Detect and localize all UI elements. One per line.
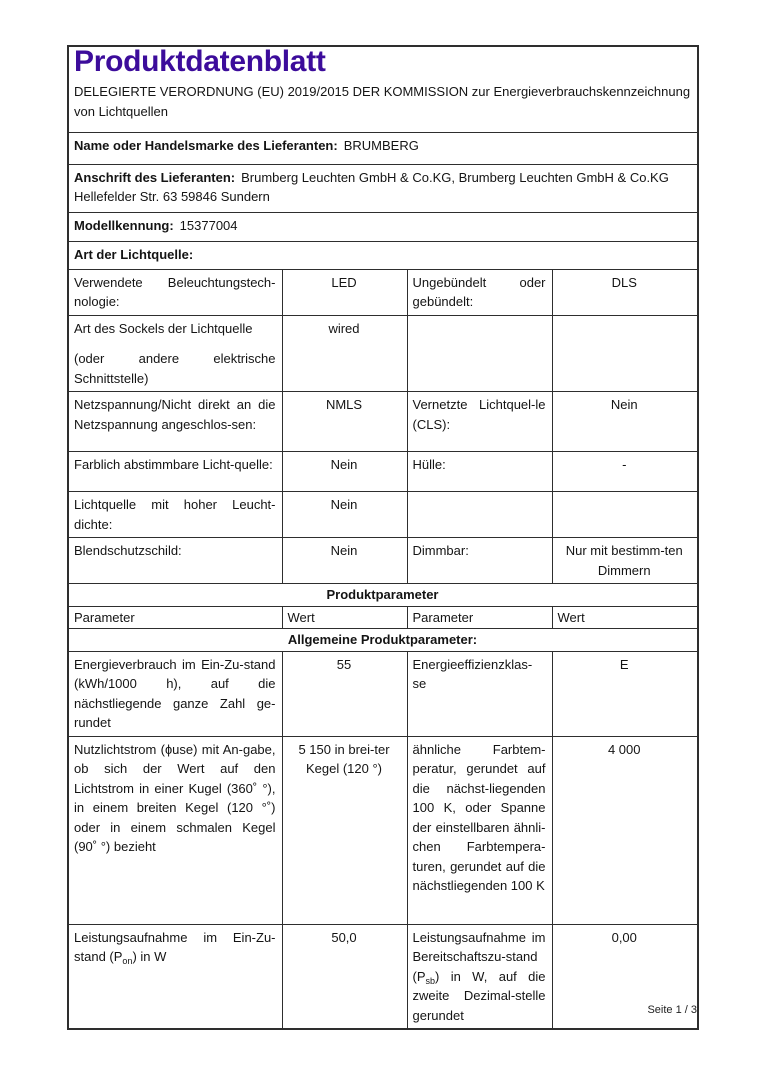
col-header-wert-1: Wert	[282, 606, 407, 629]
param-dimmable: Dimmbar:	[407, 538, 552, 584]
table-row	[68, 315, 698, 392]
param-socket	[68, 315, 282, 392]
col-header-wert-2: Wert	[552, 606, 698, 629]
param-empty	[407, 492, 552, 538]
value-energy-class: E	[552, 651, 698, 736]
value-mains: NMLS	[282, 392, 407, 452]
value-on-mode-power: 50,0	[282, 924, 407, 1029]
value-beam: DLS	[552, 269, 698, 315]
param-mains: Netzspannung/Nicht direkt an die Netzspannung angeschlos-sen:	[68, 392, 282, 452]
value-empty	[552, 315, 698, 392]
col-header-parameter-2: Parameter	[407, 606, 552, 629]
param-cls: Vernetzte Lichtquel-le (CLS):	[407, 392, 552, 452]
value-technology: LED	[282, 269, 407, 315]
table-row	[68, 651, 698, 736]
value-energy-consumption: 55	[282, 651, 407, 736]
subscript-on: on	[122, 956, 133, 966]
table-row	[68, 538, 698, 584]
param-colour-tunable: Farblich abstimmbare Licht-quelle:	[68, 452, 282, 492]
param-socket-line1: Art des Sockels der Lichtquelle	[74, 320, 253, 336]
model-id-value: 15377004	[179, 217, 238, 233]
table-row	[68, 452, 698, 492]
supplier-name-label: Name oder Handelsmarke des Lieferanten:	[74, 137, 338, 153]
subscript-sb: sb	[425, 975, 436, 986]
supplier-name-value: BRUMBERG	[343, 137, 419, 153]
column-header-row	[68, 606, 698, 629]
datasheet	[67, 45, 697, 1030]
param-anti-glare: Blendschutzschild:	[68, 538, 282, 584]
value-colour-temperature: 4 000	[552, 736, 698, 924]
param-beam: Ungebündelt oder gebündelt:	[407, 269, 552, 315]
section-product-parameters: Produktparameter	[68, 584, 698, 607]
param-useful-luminous-flux: Nutzlichtstrom (ɸuse) mit An-gabe, ob sich der Wert auf den Lichtstrom in einer Kugel (360˚ °), in einem breiten Kegel (120 °˚) oder in einem schmalen Kegel (90˚ °) bezieht	[68, 736, 282, 924]
value-anti-glare: Nein	[282, 538, 407, 584]
value-high-luminance: Nein	[282, 492, 407, 538]
value-colour-tunable: Nein	[282, 452, 407, 492]
regulation-subtitle: DELEGIERTE VERORDNUNG (EU) 2019/2015 DER KOMMISSION zur Energieverbrauchskennzeichnung von Lichtquellen	[74, 83, 691, 119]
title-block	[68, 46, 698, 132]
section-light-source-type: Art der Lichtquelle:	[68, 241, 698, 269]
value-cls: Nein	[552, 392, 698, 452]
param-standby-power-unit: ) in W, auf die zweite Dezimal-stelle gerundet	[412, 968, 546, 1023]
value-dimmable: Nur mit bestimm-ten Dimmern	[552, 538, 698, 584]
table-row	[68, 269, 698, 315]
table-row	[68, 392, 698, 452]
page-title: Produktdatenblatt	[74, 45, 326, 78]
page-number: Seite 1 / 3	[647, 1004, 697, 1016]
param-high-luminance: Lichtquelle mit hoher Leucht-dichte:	[68, 492, 282, 538]
value-standby-power: 0,00	[552, 924, 698, 1029]
param-on-mode-power-text: Leistungsaufnahme im Ein-Zu-stand (P	[74, 929, 276, 964]
table-row	[68, 736, 698, 924]
supplier-address-value: Brumberg Leuchten GmbH & Co.KG, Brumberg Leuchten GmbH & Co.KG Hellefelder Str. 63 59846 Sundern	[74, 169, 669, 204]
model-id-row	[68, 212, 698, 241]
param-colour-temperature: ähnliche Farbtem-peratur, gerundet auf die nächst-liegenden 100 K, oder Spanne der einstellbaren ähnli-chen Farbtempera-turen, gerundet auf die nächstliegenden 100 K	[407, 736, 552, 924]
param-on-mode-power-unit: ) in W	[132, 949, 167, 964]
datasheet-table	[67, 45, 699, 1030]
param-energy-consumption: Energieverbrauch im Ein-Zu-stand (kWh/1000 h), auf die nächstliegende ganze Zahl ge-rundet	[68, 651, 282, 736]
param-envelope: Hülle:	[407, 452, 552, 492]
param-empty	[407, 315, 552, 392]
value-useful-luminous-flux: 5 150 in brei-ter Kegel (120 °)	[282, 736, 407, 924]
param-technology: Verwendete Beleuchtungstech-nologie:	[68, 269, 282, 315]
value-socket: wired	[282, 315, 407, 392]
param-energy-class: Energieeffizienzklas-se	[407, 651, 552, 736]
supplier-address-label: Anschrift des Lieferanten:	[74, 169, 236, 185]
supplier-address-row	[68, 164, 698, 212]
col-header-parameter-1: Parameter	[68, 606, 282, 629]
supplier-name-row	[68, 132, 698, 164]
subsection-general-parameters: Allgemeine Produktparameter:	[68, 629, 698, 652]
table-row	[68, 492, 698, 538]
param-socket-line2: (oder andere elektrische Schnittstelle)	[74, 351, 276, 386]
param-standby-power-text: Leistungsaufnahme im Bereitschaftszu-stand (P	[412, 929, 546, 984]
value-envelope: -	[552, 452, 698, 492]
model-id-label: Modellkennung:	[74, 217, 174, 233]
value-empty	[552, 492, 698, 538]
